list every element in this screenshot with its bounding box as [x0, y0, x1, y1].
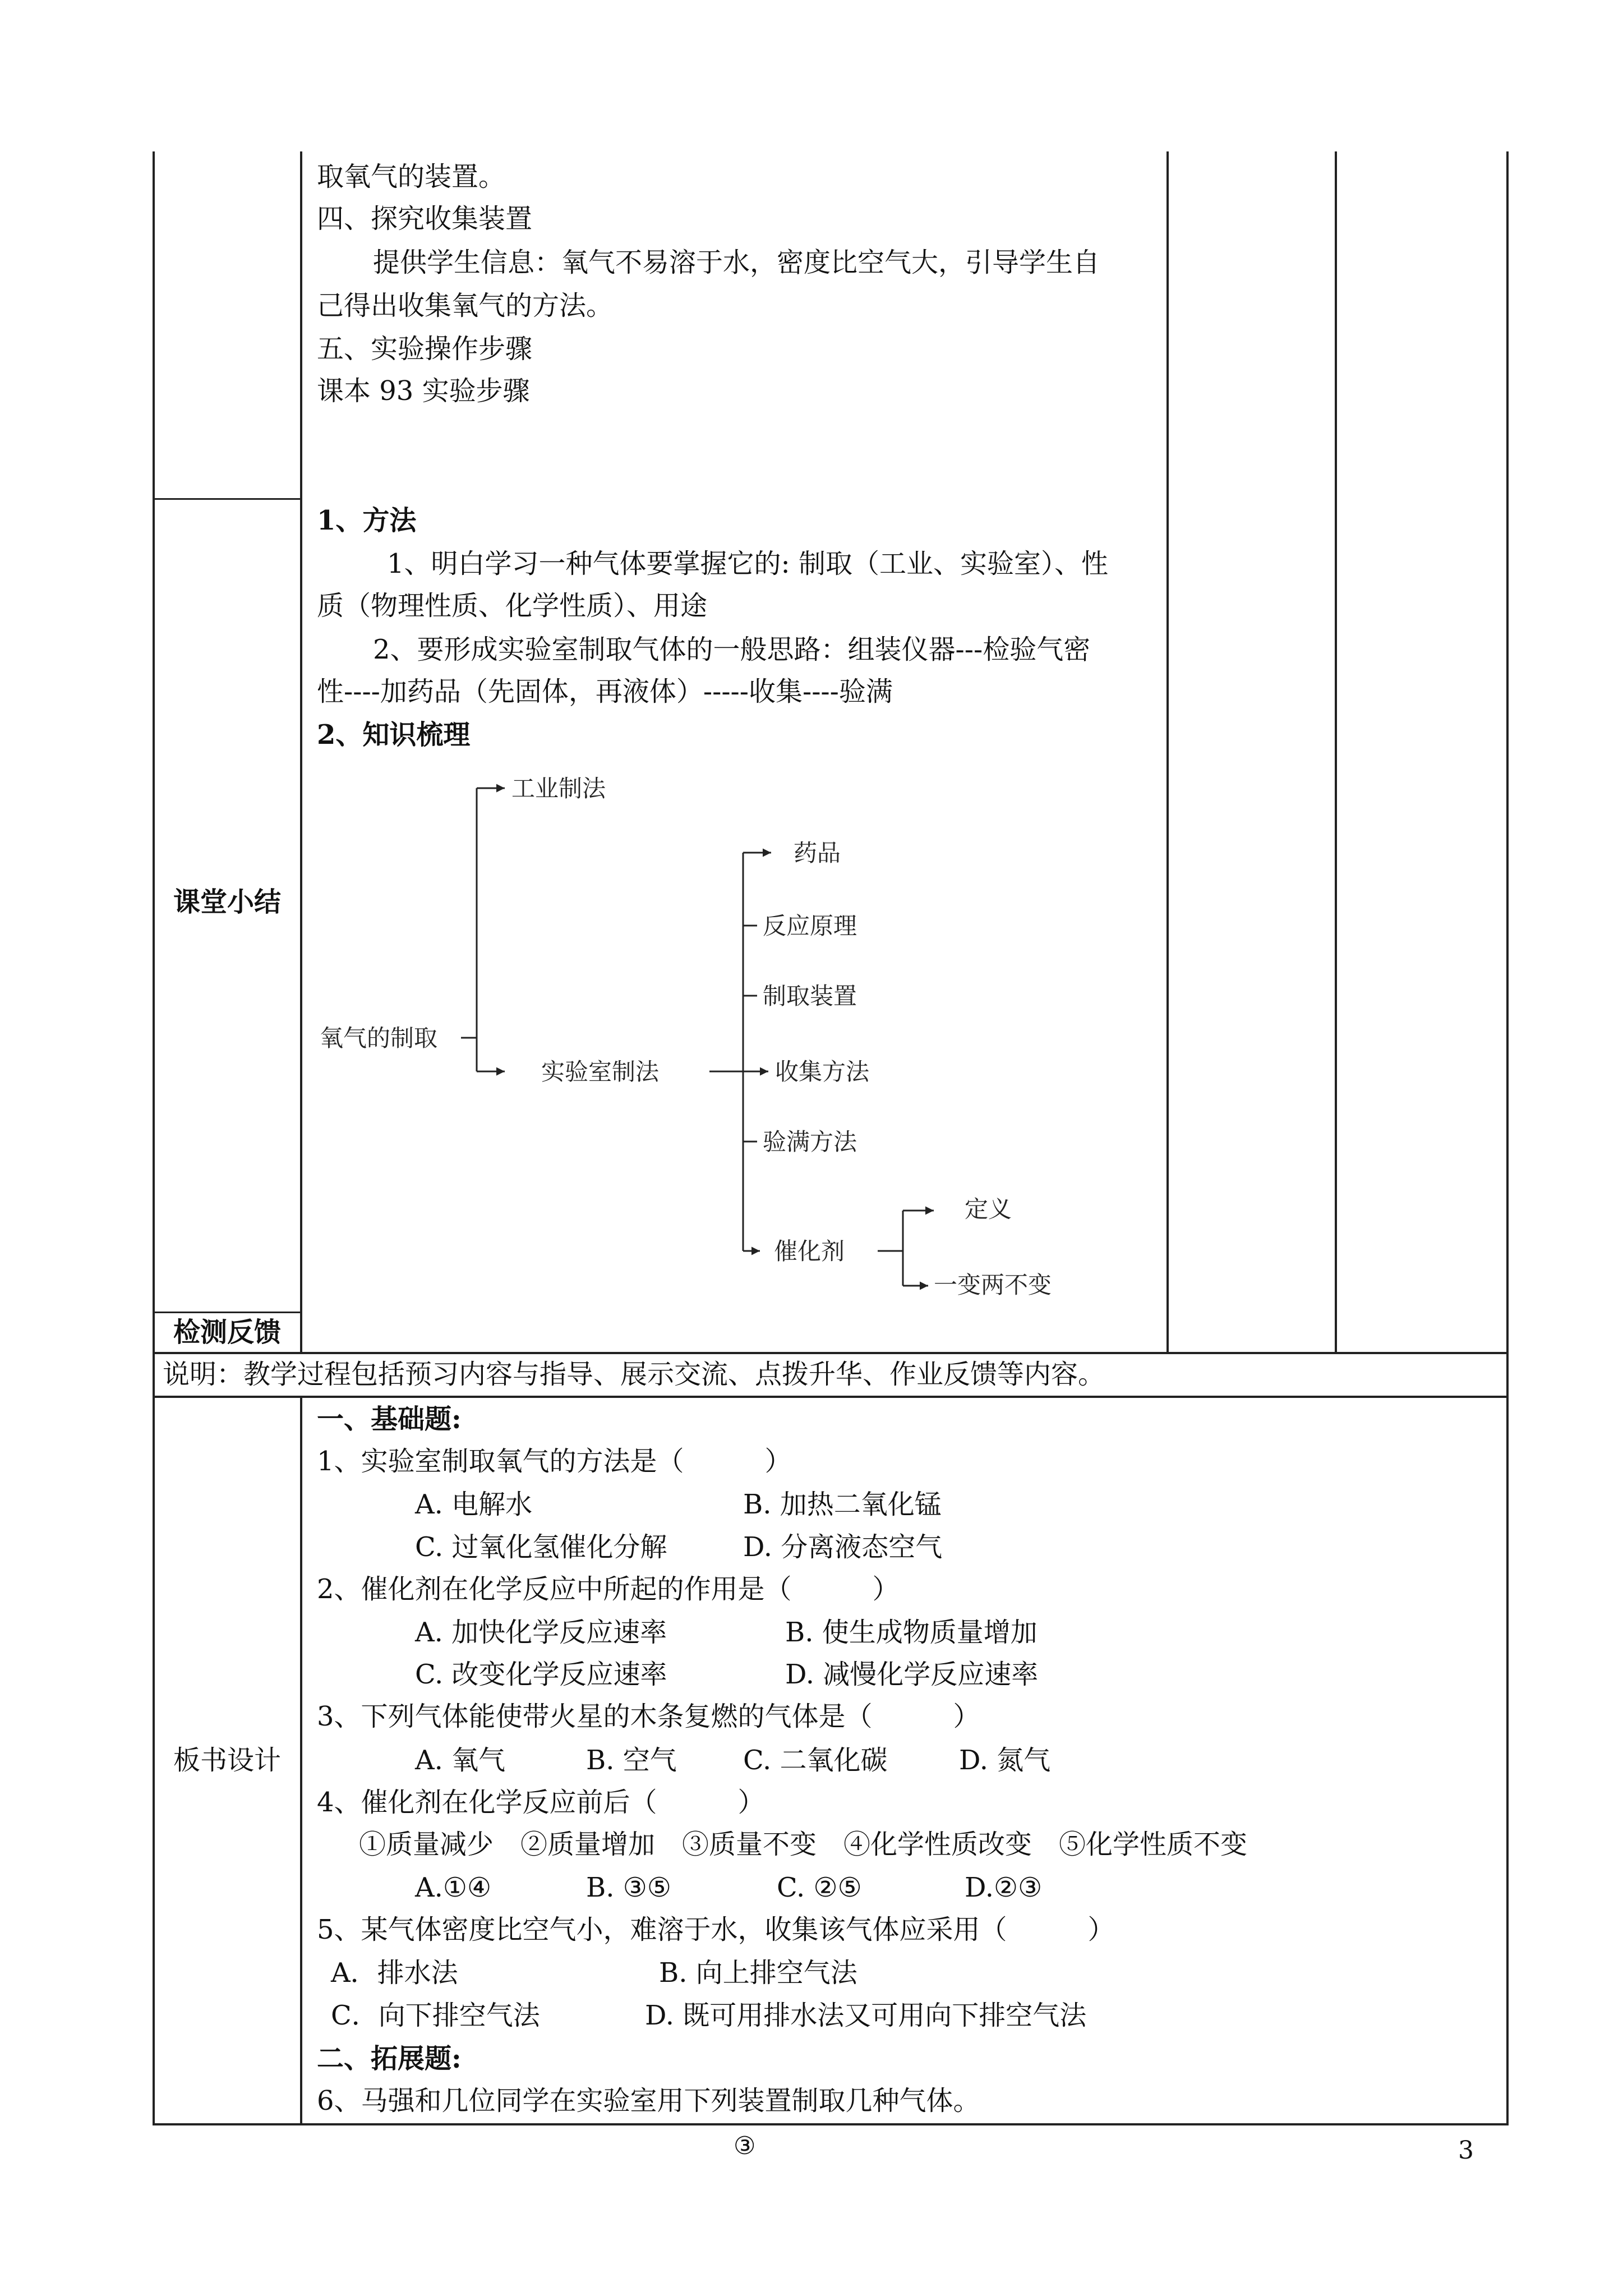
question-6: 6、马强和几位同学在实验室用下列装置制取几种气体。 — [317, 2085, 980, 2116]
method-heading: 1、方法 — [317, 505, 417, 536]
board-label: 板书设计 — [173, 1745, 281, 1776]
q4-option-a: A.①④ — [415, 1872, 491, 1903]
method-line-2: 质（物理性质、化学性质）、用途 — [317, 590, 708, 622]
q2-option-c: C. 改变化学反应速率 — [415, 1659, 667, 1690]
row-divider-feedback — [153, 1312, 302, 1313]
table-left-border — [153, 151, 155, 2125]
node-catalyst-item-1: 定义 — [965, 1195, 1012, 1223]
q3-option-b: B. 空气 — [586, 1745, 677, 1776]
table-bottom-border — [153, 2123, 1509, 2125]
q4-option-b: B. ③⑤ — [586, 1872, 671, 1903]
q4-statements: ①质量减少 ②质量增加 ③质量不变 ④化学性质改变 ⑤化学性质不变 — [359, 1829, 1248, 1860]
top-line-5: 五、实验操作步骤 — [317, 333, 533, 365]
extension-heading: 二、拓展题: — [317, 2043, 462, 2074]
q2-option-d: D. 减慢化学反应速率 — [785, 1659, 1039, 1690]
row-divider-note-bottom — [153, 1396, 1509, 1398]
note-line: 说明：教学过程包括预习内容与指导、展示交流、点拨升华、作业反馈等内容。 — [163, 1359, 1105, 1390]
q5-option-b: B. 向上排空气法 — [659, 1957, 857, 1989]
table-right-border — [1506, 151, 1509, 2125]
top-line-2: 四、探究收集装置 — [317, 203, 533, 234]
footer-center-mark: ③ — [734, 2132, 756, 2160]
row-divider-note-top — [153, 1352, 1509, 1354]
q5-option-a: A．排水法 — [331, 1957, 458, 1989]
page-number: 3 — [1458, 2136, 1474, 2165]
question-2: 2、催化剂在化学反应中所起的作用是（ ） — [317, 1573, 900, 1605]
method-line-4: 性----加药品（先固体，再液体）-----收集----验满 — [317, 676, 893, 707]
node-lab-item-5: 验满方法 — [763, 1128, 857, 1156]
question-4: 4、催化剂在化学反应前后（ ） — [317, 1787, 765, 1818]
node-lab-item-2: 反应原理 — [763, 912, 857, 940]
feedback-label: 检测反馈 — [173, 1317, 281, 1348]
basic-heading: 一、基础题: — [317, 1404, 462, 1435]
knowledge-diagram — [314, 757, 1155, 1318]
method-line-3: 2、要形成实验室制取气体的一般思路：组装仪器---检验气密 — [373, 634, 1091, 665]
node-lab: 实验室制法 — [541, 1058, 660, 1085]
q3-option-c: C. 二氧化碳 — [743, 1745, 888, 1776]
top-line-1: 取氧气的装置。 — [317, 161, 506, 192]
question-3: 3、下列气体能使带火星的木条复燃的气体是（ ） — [317, 1701, 980, 1732]
top-line-3: 提供学生信息：氧气不易溶于水，密度比空气大，引导学生自 — [373, 247, 1100, 278]
row-divider-summary — [153, 498, 302, 500]
node-lab-item-3: 制取装置 — [763, 982, 857, 1010]
summary-label: 课堂小结 — [173, 886, 281, 918]
node-lab-item-4: 收集方法 — [775, 1058, 870, 1085]
node-industrial: 工业制法 — [511, 775, 606, 802]
q1-option-b: B. 加热二氧化锰 — [743, 1489, 942, 1520]
q3-option-a: A. 氧气 — [415, 1745, 506, 1776]
node-catalyst-item-2: 一变两不变 — [934, 1271, 1052, 1299]
question-5: 5、某气体密度比空气小，难溶于水，收集该气体应采用（ ） — [317, 1914, 1115, 1945]
q1-option-a: A. 电解水 — [415, 1489, 533, 1520]
q1-option-d: D. 分离液态空气 — [743, 1531, 943, 1563]
label-column-divider-lower — [300, 1397, 302, 2125]
q3-option-d: D. 氮气 — [959, 1745, 1051, 1776]
top-line-6: 课本 93 实验步骤 — [317, 375, 530, 407]
node-root: 氧气的制取 — [320, 1024, 438, 1052]
column-divider-4 — [1335, 151, 1337, 1352]
top-line-4: 己得出收集氧气的方法。 — [317, 290, 614, 321]
method-line-1: 1、明白学习一种气体要掌握它的: 制取（工业、实验室）、性 — [387, 548, 1108, 579]
node-lab-item-1: 药品 — [794, 839, 841, 867]
column-divider-3 — [1166, 151, 1169, 1352]
q5-option-c: C．向下排空气法 — [331, 2000, 540, 2031]
q1-option-c: C. 过氧化氢催化分解 — [415, 1531, 667, 1563]
node-catalyst: 催化剂 — [774, 1237, 845, 1265]
label-column-divider-upper — [300, 151, 302, 1352]
knowledge-heading: 2、知识梳理 — [317, 719, 471, 751]
q4-option-c: C. ②⑤ — [777, 1872, 862, 1903]
q5-option-d: D. 既可用排水法又可用向下排空气法 — [645, 2000, 1087, 2031]
question-1: 1、实验室制取氧气的方法是（ ） — [317, 1446, 792, 1477]
q2-option-b: B. 使生成物质量增加 — [785, 1617, 1038, 1648]
q2-option-a: A. 加快化学反应速率 — [415, 1617, 667, 1648]
q4-option-d: D.②③ — [965, 1872, 1043, 1903]
